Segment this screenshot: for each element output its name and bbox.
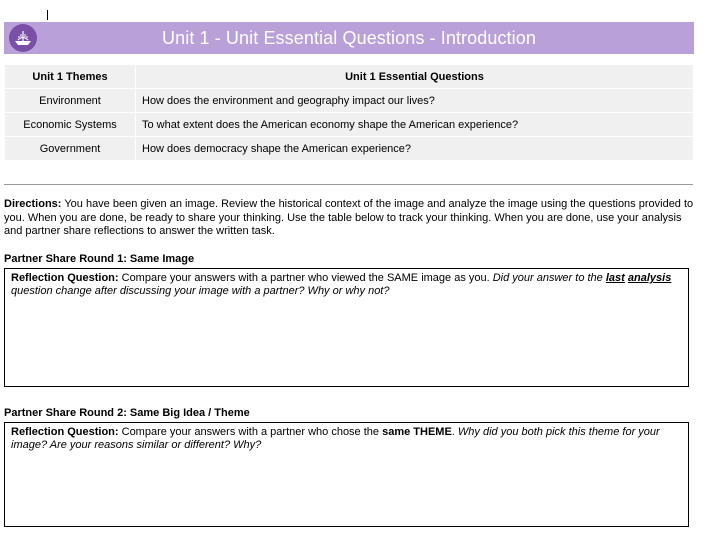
theme-cell: Environment bbox=[5, 89, 136, 113]
directions-paragraph bbox=[4, 198, 696, 239]
round1-prompt-italic-end: question change after discussing your image with a partner? Why or why not? bbox=[11, 285, 390, 297]
divider bbox=[4, 184, 693, 185]
round2-prompt-italic: Why did you both pick this theme for your image? Are your reasons similar or different? Why? bbox=[11, 426, 660, 451]
round1-heading: Partner Share Round 1: Same Image bbox=[4, 253, 195, 265]
round2-prompt-sep: . bbox=[451, 426, 458, 438]
table-row bbox=[5, 113, 694, 137]
themes-table bbox=[4, 64, 694, 161]
round2-answer-box[interactable] bbox=[4, 422, 689, 527]
round1-prompt-text: Compare your answers with a partner who viewed the SAME image as you. bbox=[118, 272, 493, 284]
text-cursor bbox=[47, 10, 48, 20]
title-banner bbox=[4, 22, 694, 54]
round2-reflection-label: Reflection Question: bbox=[11, 426, 119, 438]
directions-text: You have been given an image. Review the historical context of the image and analyze the image using the questions provided to you. When you are done, be ready to share your thinking. Use the table below to track your thinking. When you are done, use your analysis and partner share reflections to answer the written task. bbox=[4, 198, 694, 237]
question-cell: How does the environment and geography impact our lives? bbox=[136, 89, 694, 113]
theme-cell: Economic Systems bbox=[5, 113, 136, 137]
round1-prompt-italic: Did your answer to the bbox=[492, 272, 606, 284]
question-cell: How does democracy shape the American experience? bbox=[136, 137, 694, 161]
round1-emphasis-last: last bbox=[605, 272, 625, 284]
round1-reflection-label: Reflection Question: bbox=[11, 272, 119, 284]
round2-heading: Partner Share Round 2: Same Big Idea / Theme bbox=[4, 407, 250, 419]
column-header-themes: Unit 1 Themes bbox=[5, 65, 136, 89]
table-row bbox=[5, 89, 694, 113]
theme-cell: Government bbox=[5, 137, 136, 161]
page-title: Unit 1 - Unit Essential Questions - Introduction bbox=[162, 28, 536, 48]
round2-same-theme: same THEME bbox=[382, 426, 452, 438]
round1-answer-box[interactable] bbox=[4, 268, 689, 387]
table-header-row bbox=[5, 65, 694, 89]
table-row bbox=[5, 137, 694, 161]
question-cell: To what extent does the American economy shape the American experience? bbox=[136, 113, 694, 137]
directions-label: Directions: bbox=[4, 198, 62, 210]
column-header-questions: Unit 1 Essential Questions bbox=[136, 65, 694, 89]
round1-emphasis-analysis: analysis bbox=[627, 272, 672, 284]
round2-prompt-text: Compare your answers with a partner who chose the bbox=[118, 426, 383, 438]
